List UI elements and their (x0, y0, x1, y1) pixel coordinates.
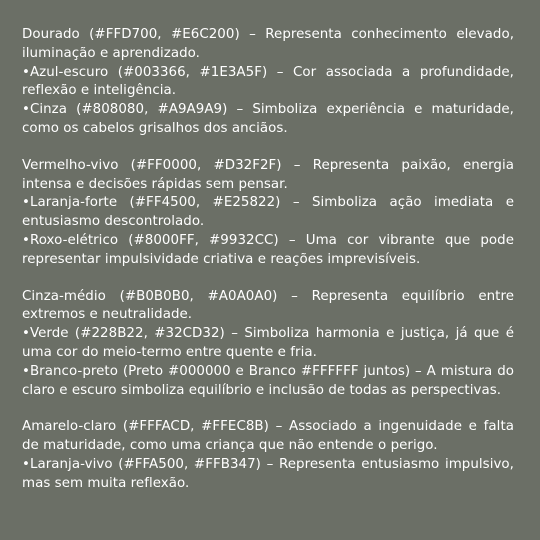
paragraph: •Laranja-vivo (#FFA500, #FFB347) – Representa entusiasmo impulsivo, mas sem muita reflexão. (22, 456, 514, 491)
paragraph: •Laranja-forte (#FF4500, #E25822) – Simboliza ação imediata e entusiasmo descontrolado. (22, 195, 514, 230)
section-naivety (22, 418, 514, 493)
paragraph: •Branco-preto (Preto #000000 e Branco #FFFFFF juntos) – A mistura do claro e escuro simboliza equilíbrio e inclusão de todas as perspectivas. (22, 363, 514, 398)
paragraph: •Cinza (#808080, #A9A9A9) – Simboliza experiência e maturidade, como os cabelos grisalhos dos anciãos. (22, 102, 514, 136)
paragraph: •Azul-escuro (#003366, #1E3A5F) – Cor associada a profundidade, reflexão e inteligência. (22, 64, 514, 99)
paragraph: Cinza-médio (#B0B0B0, #A0A0A0) – Representa equilíbrio entre extremos e neutralidade. (22, 288, 514, 323)
section-wisdom (22, 26, 514, 139)
section-balance (22, 288, 514, 401)
paragraph: Dourado (#FFD700, #E6C200) – Representa conhecimento elevado, iluminação e aprendizado. (22, 27, 514, 61)
section-impulsivity (22, 157, 514, 270)
paragraph: •Roxo-elétrico (#8000FF, #9932CC) – Uma cor vibrante que pode representar impulsividade criativa e reações imprevisíveis. (22, 232, 514, 267)
paragraph: Amarelo-claro (#FFFACD, #FFEC8B) – Associado a ingenuidade e falta de maturidade, como uma criança que não entende o perigo. (22, 419, 514, 454)
paragraph: Vermelho-vivo (#FF0000, #D32F2F) – Representa paixão, energia intensa e decisões rápidas sem pensar. (22, 157, 514, 192)
paragraph: •Verde (#228B22, #32CD32) – Simboliza harmonia e justiça, já que é uma cor do meio-termo entre quente e fria. (22, 326, 514, 360)
